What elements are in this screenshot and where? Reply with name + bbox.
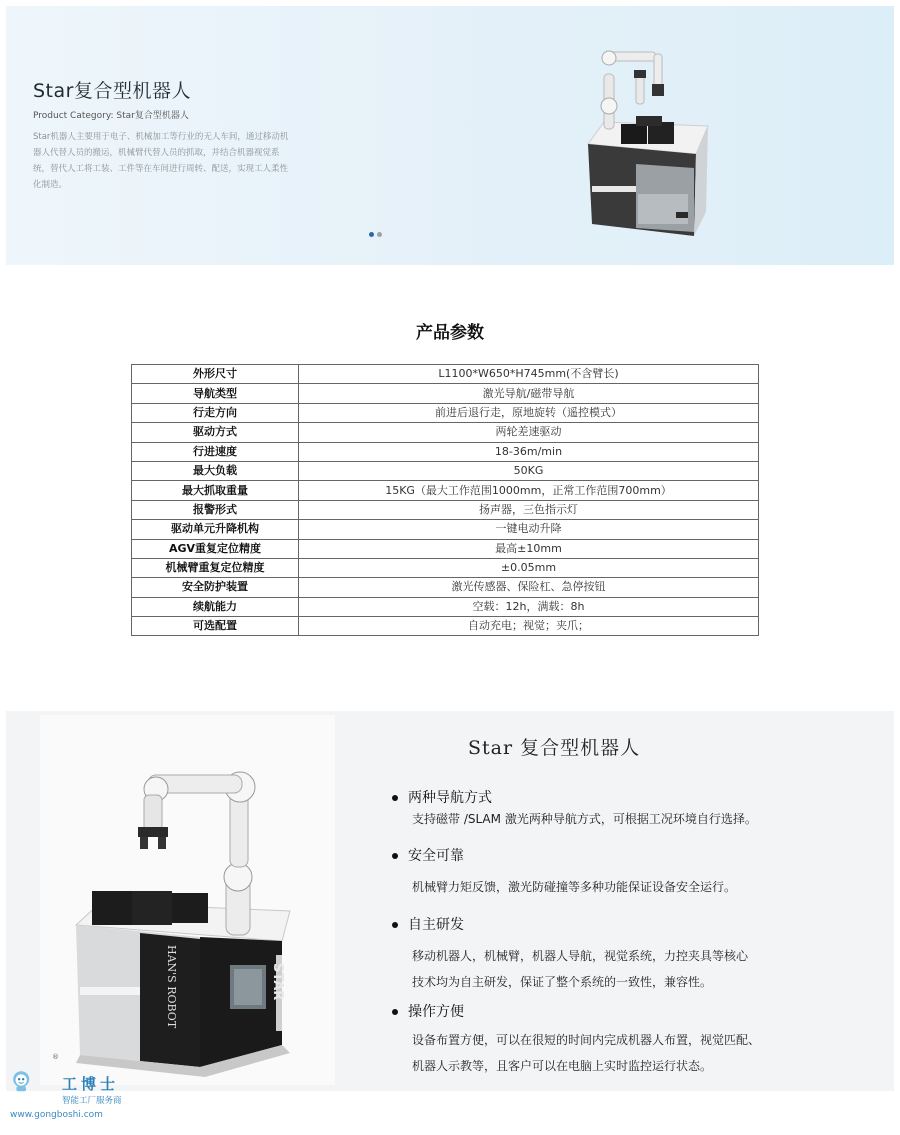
spec-key: 可选配置: [132, 617, 299, 636]
spec-value: 18-36m/min: [299, 442, 759, 461]
feature-heading: [392, 845, 464, 865]
spec-key: 行走方向: [132, 403, 299, 422]
spec-value: ±0.05mm: [299, 558, 759, 577]
feature-text: [412, 874, 852, 900]
spec-key: 驱动单元升降机构: [132, 520, 299, 539]
watermark-url: www.gongboshi.com: [10, 1110, 103, 1120]
spec-value: 扬声器，三色指示灯: [299, 500, 759, 519]
spec-value: L1100*W650*H745mm(不含臂长): [299, 365, 759, 384]
spec-row: [132, 423, 759, 442]
watermark-subtitle: 智能工厂服务商: [62, 1096, 122, 1106]
spec-value: 15KG（最大工作范围1000mm，正常工作范围700mm）: [299, 481, 759, 500]
spec-value: 激光传感器、保险杠、急停按钮: [299, 578, 759, 597]
spec-value: 激光导航/磁带导航: [299, 384, 759, 403]
spec-key: 报警形式: [132, 500, 299, 519]
spec-key: 外形尺寸: [132, 365, 299, 384]
spec-key: AGV重复定位精度: [132, 539, 299, 558]
feature-heading-text: 操作方便: [408, 1004, 464, 1020]
spec-row: [132, 578, 759, 597]
spec-row: [132, 558, 759, 577]
spec-key: 行进速度: [132, 442, 299, 461]
spec-key: 安全防护装置: [132, 578, 299, 597]
spec-value: 一键电动升降: [299, 520, 759, 539]
robot-product-image: [576, 44, 716, 244]
carousel-dot[interactable]: [377, 232, 382, 237]
hero-description: Star机器人主要用于电子、机械加工等行业的无人车间，通过移动机器人代替人员的搬运，机械臂代替人员的抓取，并结合机器视觉系统，替代人工将工装、工件等在车间进行周转、配送，实现工人柔性化制造。: [33, 132, 289, 190]
feature-line: 技术均为自主研发，保证了整个系统的一致性，兼容性。: [412, 975, 713, 989]
feature-heading: [392, 787, 492, 807]
spec-row: [132, 403, 759, 422]
spec-table: [131, 364, 759, 636]
bullet-icon: [392, 795, 398, 801]
robot-model-text: STAR: [270, 963, 285, 1001]
bullet-icon: [392, 922, 398, 928]
feature-title: Star 复合型机器人: [468, 737, 641, 759]
bullet-icon: [392, 1009, 398, 1015]
hero-title: Star复合型机器人: [33, 80, 191, 102]
feature-line: 机械臂力矩反馈，激光防碰撞等多种功能保证设备安全运行。: [412, 880, 737, 894]
hero-banner: [6, 6, 894, 265]
robot-brand-text: HAN'S ROBOT: [165, 945, 178, 1029]
spec-key: 最大负载: [132, 461, 299, 480]
spec-row: [132, 597, 759, 616]
feature-heading-text: 自主研发: [408, 917, 464, 933]
spec-value: 前进后退行走，原地旋转（遥控模式）: [299, 403, 759, 422]
spec-key: 最大抓取重量: [132, 481, 299, 500]
spec-row: [132, 384, 759, 403]
spec-row: [132, 461, 759, 480]
feature-line: 支持磁带 /SLAM 激光两种导航方式，可根据工况环境自行选择。: [412, 812, 757, 826]
feature-heading: [392, 914, 464, 934]
spec-row: [132, 617, 759, 636]
watermark-name: 工博士: [62, 1075, 120, 1093]
spec-value: 最高±10mm: [299, 539, 759, 558]
gongboshi-logo: [10, 1054, 66, 1114]
spec-key: 驱动方式: [132, 423, 299, 442]
feature-section: [6, 711, 894, 1091]
carousel-dot[interactable]: [369, 232, 374, 237]
feature-text: [412, 806, 852, 832]
registered-mark: ®: [52, 1053, 59, 1061]
feature-line: 设备布置方便，可以在很短的时间内完成机器人布置，视觉匹配、: [412, 1033, 761, 1047]
robot-photo: [40, 715, 335, 1085]
specs-title: 产品参数: [416, 323, 484, 343]
feature-text: [412, 1027, 852, 1079]
spec-key: 机械臂重复定位精度: [132, 558, 299, 577]
feature-line: 移动机器人，机械臂，机器人导航，视觉系统，力控夹具等核心: [412, 949, 749, 963]
spec-row: [132, 442, 759, 461]
spec-row: [132, 365, 759, 384]
spec-key: 导航类型: [132, 384, 299, 403]
feature-text: [412, 943, 852, 995]
spec-value: 两轮差速驱动: [299, 423, 759, 442]
feature-line: 机器人示教等，且客户可以在电脑上实时监控运行状态。: [412, 1059, 713, 1073]
feature-heading-text: 安全可靠: [408, 848, 464, 864]
spec-row: [132, 520, 759, 539]
carousel-dots: [369, 232, 382, 237]
spec-row: [132, 481, 759, 500]
spec-value: 自动充电；视觉；夹爪；: [299, 617, 759, 636]
spec-row: [132, 539, 759, 558]
spec-value: 50KG: [299, 461, 759, 480]
bullet-icon: [392, 853, 398, 859]
spec-key: 续航能力: [132, 597, 299, 616]
spec-value: 空载：12h，满载：8h: [299, 597, 759, 616]
feature-heading-text: 两种导航方式: [408, 790, 492, 806]
spec-row: [132, 500, 759, 519]
hero-category: Product Category: Star复合型机器人: [33, 111, 189, 121]
feature-heading: [392, 1001, 464, 1021]
